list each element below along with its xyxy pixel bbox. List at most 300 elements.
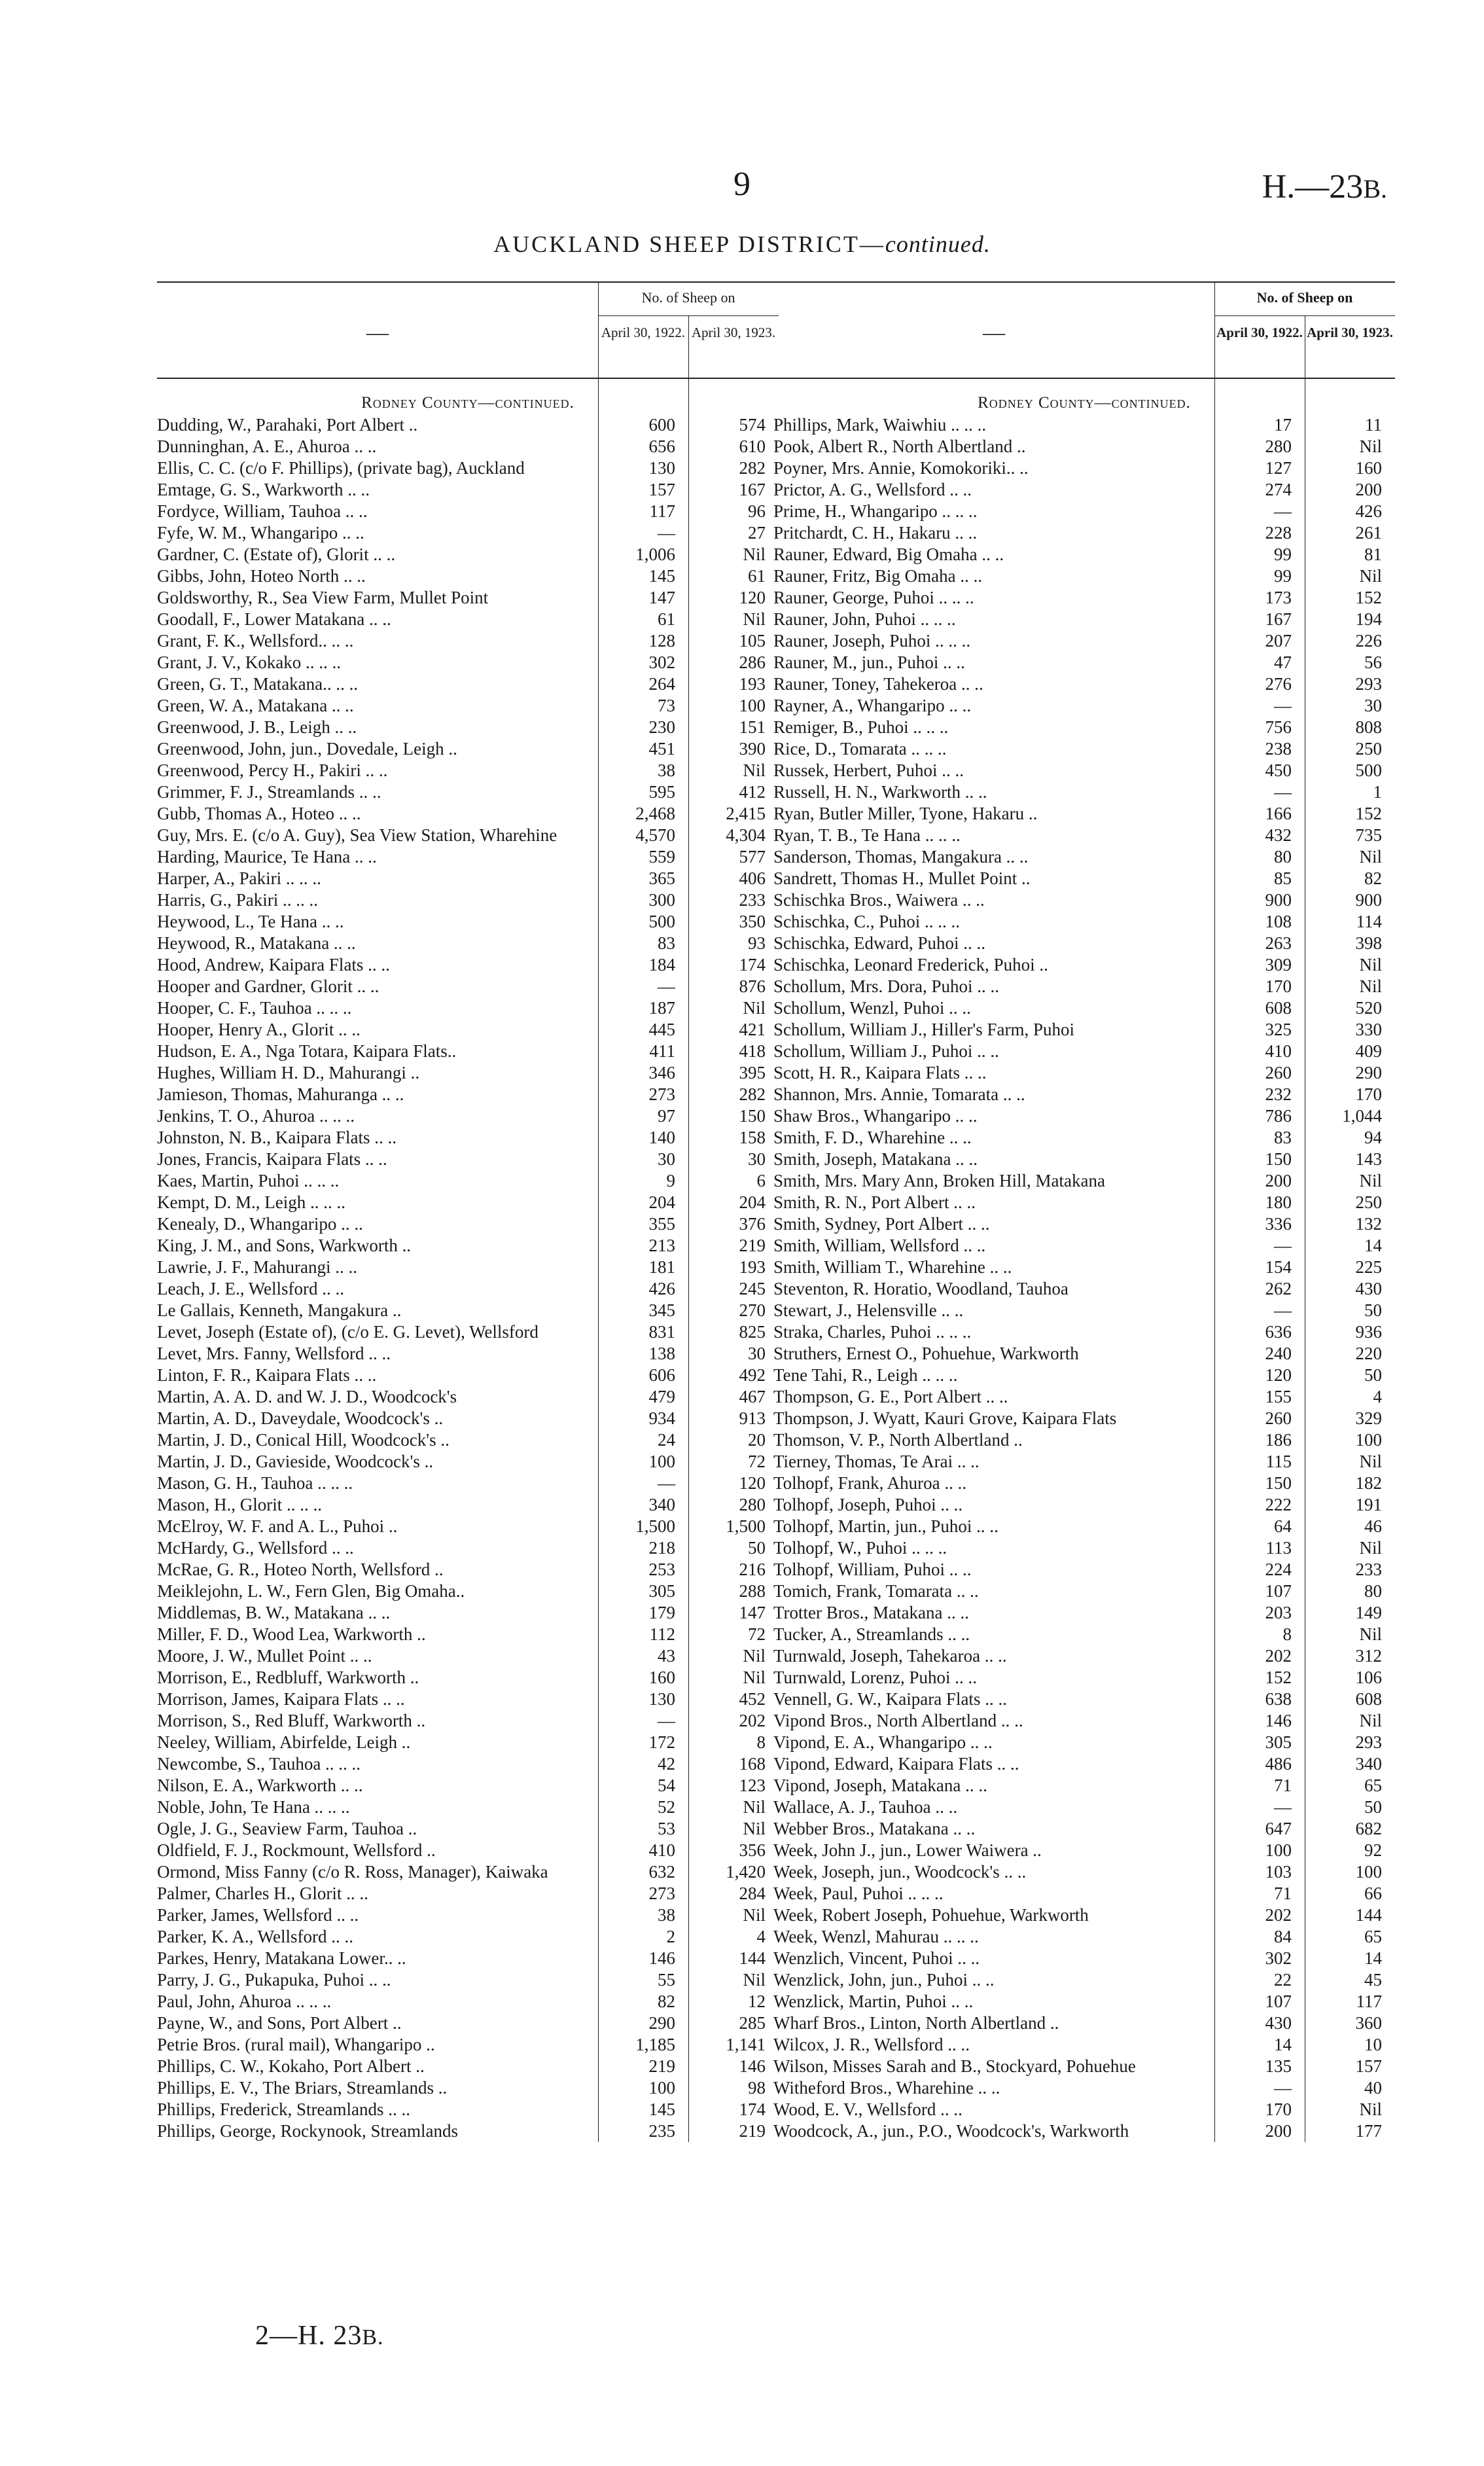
holder-name [773, 1516, 1214, 1537]
table-row [157, 1537, 779, 1559]
sheep-1922: 22 [1274, 1970, 1292, 1990]
sheep-1923: 94 [1364, 1128, 1382, 1147]
table-row [157, 652, 779, 673]
holder-name-text: Grant, J. V., Kokako .. .. .. [157, 652, 341, 672]
table-row [773, 1948, 1395, 1969]
holder-name-text: Middlemas, B. W., Matakana .. .. [157, 1603, 391, 1622]
sheep-1923: 152 [1355, 588, 1382, 607]
sheep-1923: 233 [1355, 1560, 1382, 1579]
holder-name [773, 1213, 1214, 1235]
sheep-1922: 38 [658, 760, 675, 780]
holder-name [773, 1645, 1214, 1667]
sheep-1922: 8 [1282, 1624, 1292, 1644]
sheep-1923: 30 [1364, 696, 1382, 715]
table-row [157, 1473, 779, 1494]
holder-name-text: Schischka, C., Puhoi .. .. .. [773, 912, 961, 931]
sheep-1923: 574 [739, 415, 766, 435]
sheep-1922: 500 [648, 912, 675, 931]
holder-name-text: Hooper and Gardner, Glorit .. .. [157, 976, 380, 996]
holder-name-text: Tolhopf, Joseph, Puhoi .. .. [773, 1495, 963, 1514]
table-row [157, 1127, 779, 1149]
holder-name [773, 1926, 1214, 1948]
table-row [773, 673, 1395, 695]
sheep-1923: Nil [743, 1819, 766, 1838]
holder-name-text: Thomson, V. P., North Albertland .. [773, 1430, 1023, 1450]
table-row [773, 803, 1395, 825]
table-row [773, 1969, 1395, 1991]
holder-name [773, 1969, 1214, 1991]
sheep-1923: 93 [748, 933, 766, 953]
holder-name [157, 1948, 598, 1969]
sheep-1923: 2,415 [726, 804, 766, 823]
holder-name [773, 1235, 1214, 1257]
sheep-1923: 330 [1355, 1020, 1382, 1039]
no-of-sheep-header: No. of Sheep on [1256, 289, 1353, 306]
holder-name [157, 695, 598, 717]
holder-name-text: Trotter Bros., Matakana .. .. [773, 1603, 969, 1622]
sheep-1922: 146 [1265, 1711, 1292, 1730]
sheep-1923: 10 [1364, 2035, 1382, 2054]
table-row [773, 1516, 1395, 1537]
holder-name [773, 695, 1214, 717]
sheep-1923: 61 [748, 566, 766, 586]
holder-name [157, 911, 598, 933]
sheep-1923: 45 [1364, 1970, 1382, 1990]
sheep-1922: 83 [1274, 1128, 1292, 1147]
table-row [157, 1883, 779, 1904]
sheep-1923: 82 [1364, 868, 1382, 888]
sheep-1922: 202 [1265, 1905, 1292, 1925]
holder-name [157, 1213, 598, 1235]
sheep-1922: 146 [648, 1948, 675, 1968]
holder-name-text: Green, W. A., Matakana .. .. [157, 696, 354, 715]
sheep-1922: 636 [1265, 1322, 1292, 1342]
holder-name [773, 781, 1214, 803]
holder-name [773, 954, 1214, 976]
holder-name-text: Webber Bros., Matakana .. .. [773, 1819, 976, 1838]
holder-name [157, 760, 598, 781]
holder-name [157, 1537, 598, 1559]
table-row [773, 414, 1395, 436]
holder-name-text: Oldfield, F. J., Rockmount, Wellsford .. [157, 1840, 436, 1860]
table-row [157, 1559, 779, 1581]
holder-name [773, 436, 1214, 457]
sheep-1922: 1,185 [635, 2035, 675, 2054]
sheep-1922: 73 [658, 696, 675, 715]
sheep-1923: 900 [1355, 890, 1382, 910]
holder-name [773, 717, 1214, 738]
holder-name [157, 1710, 598, 1732]
document-code-main: H.—23 [1262, 168, 1364, 206]
table-row [773, 1321, 1395, 1343]
holder-name [773, 1451, 1214, 1473]
sheep-1923: 160 [1355, 458, 1382, 478]
holder-name-text: Ormond, Miss Fanny (c/o R. Ross, Manager), Kaiwaka [157, 1862, 548, 1882]
table-row [773, 1645, 1395, 1667]
holder-name-text: Straka, Charles, Puhoi .. .. .. [773, 1322, 972, 1342]
holder-name-text: Wilcox, J. R., Wellsford .. .. [773, 2035, 970, 2054]
sheep-1922: 47 [1274, 652, 1292, 672]
table-row [157, 1019, 779, 1041]
sheep-1923: 610 [739, 437, 766, 456]
sheep-1922: 235 [648, 2121, 675, 2141]
sheep-1923: Nil [1359, 955, 1382, 974]
sheep-1923: 250 [1355, 1192, 1382, 1212]
sheep-1922: 100 [1265, 1840, 1292, 1860]
sheep-1923: 1,420 [726, 1862, 766, 1882]
table-row [773, 781, 1395, 803]
holder-name-text: Week, Robert Joseph, Pohuehue, Warkworth [773, 1905, 1089, 1925]
table-row [157, 587, 779, 609]
sheep-1923: 100 [1355, 1430, 1382, 1450]
holder-name [157, 825, 598, 846]
table-row [157, 2099, 779, 2120]
holder-name-text: Smith, R. N., Port Albert .. .. [773, 1192, 976, 1212]
table-row [157, 1991, 779, 2012]
sheep-1922: 150 [1265, 1149, 1292, 1169]
holder-name [157, 1257, 598, 1278]
sheep-1923: 492 [739, 1365, 766, 1385]
table-row [157, 695, 779, 717]
sheep-1922: 600 [648, 415, 675, 435]
table-row [773, 2120, 1395, 2142]
table-row [773, 1494, 1395, 1516]
sheep-1922: — [658, 523, 675, 543]
table-row [773, 2034, 1395, 2056]
table-rows [773, 414, 1395, 2142]
table-row [157, 1710, 779, 1732]
holder-name-text: Poyner, Mrs. Annie, Komokoriki.. .. [773, 458, 1029, 478]
table-row [157, 1581, 779, 1602]
sheep-1922: 42 [658, 1754, 675, 1774]
table-rows [157, 414, 779, 2142]
sheep-1923: 340 [1355, 1754, 1382, 1774]
holder-name [157, 1408, 598, 1429]
holder-name [773, 1473, 1214, 1494]
county-heading: Rodney County—continued. [361, 394, 574, 412]
holder-name-text: McElroy, W. F. and A. L., Puhoi .. [157, 1516, 398, 1536]
holder-name-text: Woodcock, A., jun., P.O., Woodcock's, Warkworth [773, 2121, 1129, 2141]
holder-name-text: Tene Tahi, R., Leigh .. .. .. [773, 1365, 958, 1385]
april-1923-header: April 30, 1923. [1307, 325, 1393, 340]
sheep-1923: 174 [739, 955, 766, 974]
table-row [773, 1667, 1395, 1689]
holder-name-text: King, J. M., and Sons, Warkworth .. [157, 1236, 412, 1255]
holder-name [773, 1105, 1214, 1127]
sheep-1923: 395 [739, 1063, 766, 1082]
holder-name [773, 1192, 1214, 1213]
sheep-1923: 936 [1355, 1322, 1382, 1342]
sheep-1922: 355 [648, 1214, 675, 1234]
footer-code-suffix: B. [362, 2325, 384, 2350]
holder-name-text: Russell, H. N., Warkworth .. .. [773, 782, 987, 802]
sheep-1923: 66 [1364, 1884, 1382, 1903]
sheep-1922: 54 [658, 1776, 675, 1795]
holder-name-text: Morrison, James, Kaipara Flats .. .. [157, 1689, 405, 1709]
holder-name-text: Martin, A. D., Daveydale, Woodcock's .. [157, 1408, 444, 1428]
holder-name-text: Parker, K. A., Wellsford .. .. [157, 1927, 353, 1946]
holder-name [157, 2056, 598, 2077]
document-code-suffix: B. [1363, 174, 1387, 204]
holder-name-text: Palmer, Charles H., Glorit .. .. [157, 1884, 368, 1903]
holder-name-text: Struthers, Ernest O., Pohuehue, Warkworth [773, 1344, 1079, 1363]
holder-name-text: Gibbs, John, Hoteo North .. .. [157, 566, 366, 586]
holder-name [773, 1537, 1214, 1559]
holder-name [157, 1343, 598, 1365]
sheep-1923: 290 [1355, 1063, 1382, 1082]
holder-name-text: Prictor, A. G., Wellsford .. .. [773, 480, 972, 499]
sheep-1922: 260 [1265, 1063, 1292, 1082]
sheep-1923: 46 [1364, 1516, 1382, 1536]
table-row [157, 1386, 779, 1408]
holder-name [773, 1602, 1214, 1624]
holder-name [773, 1127, 1214, 1149]
sheep-1923: 1,044 [1342, 1106, 1382, 1126]
sheep-1923: 117 [1356, 1992, 1382, 2011]
holder-name-text: Rauner, Joseph, Puhoi .. .. .. [773, 631, 971, 651]
table-row [773, 2099, 1395, 2120]
table-row [773, 630, 1395, 652]
holder-name-text: Greenwood, Percy H., Pakiri .. .. [157, 760, 388, 780]
sheep-1922: 273 [648, 1884, 675, 1903]
sheep-1922: 138 [648, 1344, 675, 1363]
sheep-1922: 486 [1265, 1754, 1292, 1774]
holder-name [157, 652, 598, 673]
sheep-1922: 451 [648, 739, 675, 759]
table-row [157, 1667, 779, 1689]
holder-name-text: Heywood, L., Te Hana .. .. [157, 912, 344, 931]
sheep-1923: 14 [1364, 1236, 1382, 1255]
table-row [157, 1105, 779, 1127]
holder-name-text: Schollum, William J., Puhoi .. .. [773, 1041, 999, 1061]
table-row [773, 976, 1395, 997]
holder-name-text: Turnwald, Joseph, Tahekaroa .. .. [773, 1646, 1007, 1666]
sheep-1923: 226 [1355, 631, 1382, 651]
table-row [773, 479, 1395, 501]
sheep-1922: — [1274, 2078, 1292, 2098]
table-row [773, 2012, 1395, 2034]
holder-name-text: Rauner, Edward, Big Omaha .. .. [773, 545, 1004, 564]
holder-name [773, 2012, 1214, 2034]
sheep-1923: 4 [1373, 1387, 1382, 1406]
sheep-1923: 96 [748, 501, 766, 521]
sheep-1923: Nil [1359, 1624, 1382, 1644]
holder-name [157, 2077, 598, 2099]
table-row [157, 1192, 779, 1213]
holder-name [157, 738, 598, 760]
footer-code-main: 2—H. 23 [255, 2321, 362, 2351]
sheep-1923: 174 [739, 2100, 766, 2119]
holder-name-text: Vennell, G. W., Kaipara Flats .. .. [773, 1689, 1007, 1709]
holder-name-text: Scott, H. R., Kaipara Flats .. .. [773, 1063, 987, 1082]
sheep-1923: 467 [739, 1387, 766, 1406]
holder-name [157, 1624, 598, 1645]
sheep-1922: 207 [1265, 631, 1292, 651]
table-header [157, 281, 779, 379]
holder-name [773, 501, 1214, 522]
holder-name [773, 1429, 1214, 1451]
holder-name-text: Rauner, Toney, Tahekeroa .. .. [773, 674, 983, 694]
sheep-1922: 166 [1265, 804, 1292, 823]
table-row [773, 544, 1395, 565]
sheep-1922: 228 [1265, 523, 1292, 543]
holder-name-text: Hood, Andrew, Kaipara Flats .. .. [157, 955, 390, 974]
table-row [773, 825, 1395, 846]
holder-name-text: Schollum, Wenzl, Puhoi .. .. [773, 998, 971, 1018]
sheep-1923: 200 [1355, 480, 1382, 499]
holder-name [157, 630, 598, 652]
sheep-1922: 135 [1265, 2056, 1292, 2076]
table-row [773, 1105, 1395, 1127]
holder-name [157, 976, 598, 997]
holder-name-text: Tucker, A., Streamlands .. .. [773, 1624, 970, 1644]
holder-name-text: Turnwald, Lorenz, Puhoi .. .. [773, 1668, 977, 1687]
holder-name-text: Kaes, Martin, Puhoi .. .. .. [157, 1171, 340, 1190]
holder-name-text: Jamieson, Thomas, Mahuranga .. .. [157, 1084, 404, 1104]
sheep-1922: 120 [1265, 1365, 1292, 1385]
table-row [157, 1840, 779, 1861]
sheep-1922: 432 [1265, 825, 1292, 845]
holder-name-text: Schischka Bros., Waiwera .. .. [773, 890, 985, 910]
holder-name-text: Russek, Herbert, Puhoi .. .. [773, 760, 964, 780]
sheep-1922: 2,468 [635, 804, 675, 823]
county-heading: Rodney County—continued. [978, 394, 1191, 412]
table-row [773, 1818, 1395, 1840]
sheep-1923: 50 [1364, 1300, 1382, 1320]
holder-name [157, 2034, 598, 2056]
table-row [157, 1969, 779, 1991]
holder-name-text: Moore, J. W., Mullet Point .. .. [157, 1646, 372, 1666]
district-title-main: AUCKLAND SHEEP DISTRICT— [493, 231, 885, 257]
table-row [157, 1602, 779, 1624]
holder-name [773, 976, 1214, 997]
table-row [773, 652, 1395, 673]
table-row [157, 457, 779, 479]
sheep-1922: 179 [648, 1603, 675, 1622]
table-row [773, 1386, 1395, 1408]
sheep-1922: 43 [658, 1646, 675, 1666]
table-row [773, 954, 1395, 976]
sheep-1923: 150 [739, 1106, 766, 1126]
table-row [773, 1213, 1395, 1235]
holder-name [773, 933, 1214, 954]
sheep-1923: 426 [1355, 501, 1382, 521]
holder-name-text: Smith, William T., Wharehine .. .. [773, 1257, 1012, 1277]
sheep-1923: 808 [1355, 717, 1382, 737]
holder-name [157, 587, 598, 609]
sheep-1922: 53 [658, 1819, 675, 1838]
holder-name-text: Wallace, A. J., Tauhoa .. .. [773, 1797, 958, 1817]
holder-name-text: Phillips, E. V., The Briars, Streamlands .. [157, 2078, 448, 2098]
sheep-1923: Nil [743, 1646, 766, 1666]
holder-name [773, 1321, 1214, 1343]
holder-name-text: Schollum, Mrs. Dora, Puhoi .. .. [773, 976, 1000, 996]
holder-name [773, 2099, 1214, 2120]
holder-name [773, 1278, 1214, 1300]
holder-name [773, 1948, 1214, 1969]
table-row [157, 781, 779, 803]
sheep-1922: 638 [1265, 1689, 1292, 1709]
holder-name [773, 2056, 1214, 2077]
holder-name-text: Noble, John, Te Hana .. .. .. [157, 1797, 350, 1817]
table-row [773, 1343, 1395, 1365]
table-row [773, 1602, 1395, 1624]
sheep-1923: 329 [1355, 1408, 1382, 1428]
sheep-1922: 218 [648, 1538, 675, 1558]
holder-name [157, 1991, 598, 2012]
sheep-1923: 412 [739, 782, 766, 802]
sheep-1922: 786 [1265, 1106, 1292, 1126]
sheep-1923: 398 [1355, 933, 1382, 953]
table-row [773, 1624, 1395, 1645]
sheep-1922: 656 [648, 437, 675, 456]
table-row [157, 501, 779, 522]
holder-name [773, 457, 1214, 479]
sheep-1923: 50 [1364, 1797, 1382, 1817]
holder-name-text: Wharf Bros., Linton, North Albertland .. [773, 2013, 1059, 2033]
table-row [157, 1624, 779, 1645]
sheep-1923: Nil [1359, 1538, 1382, 1558]
table-row [157, 522, 779, 544]
holder-name [157, 1235, 598, 1257]
holder-name [773, 565, 1214, 587]
sheep-1922: 309 [1265, 955, 1292, 974]
holder-name-text: Martin, J. D., Conical Hill, Woodcock's .. [157, 1430, 450, 1450]
holder-name [157, 1429, 598, 1451]
sheep-1922: 170 [1265, 2100, 1292, 2119]
sheep-1922: 1,006 [635, 545, 675, 564]
holder-name-text: Morrison, S., Red Bluff, Warkworth .. [157, 1711, 426, 1730]
table-row [773, 1019, 1395, 1041]
right-column [773, 281, 1395, 2142]
holder-name-text: Johnston, N. B., Kaipara Flats .. .. [157, 1128, 397, 1147]
table-row [773, 933, 1395, 954]
holder-name-text: Schischka, Leonard Frederick, Puhoi .. [773, 955, 1048, 974]
holder-name [157, 781, 598, 803]
holder-name-text: Remiger, B., Puhoi .. .. .. [773, 717, 949, 737]
holder-name-text: Thompson, J. Wyatt, Kauri Grove, Kaipara Flats [773, 1408, 1117, 1428]
holder-name-text: Pritchardt, C. H., Hakaru .. .. [773, 523, 978, 543]
holder-name [157, 997, 598, 1019]
holder-name-text: Smith, Sydney, Port Albert .. .. [773, 1214, 990, 1234]
holder-name-text: Rayner, A., Whangaripo .. .. [773, 696, 972, 715]
sheep-1923: 132 [1355, 1214, 1382, 1234]
sheep-1922: 213 [648, 1236, 675, 1255]
holder-name-text: Gardner, C. (Estate of), Glorit .. .. [157, 545, 396, 564]
holder-name-text: Phillips, Mark, Waiwhiu .. .. .. [773, 415, 987, 435]
sheep-1923: 27 [748, 523, 766, 543]
table-row [157, 954, 779, 976]
holder-name-text: Grant, F. K., Wellsford.. .. .. [157, 631, 354, 651]
holder-name-text: Hudson, E. A., Nga Totara, Kaipara Flats.. [157, 1041, 457, 1061]
sheep-1923: 682 [1355, 1819, 1382, 1838]
holder-name [157, 1105, 598, 1127]
sheep-1922: 302 [648, 652, 675, 672]
sheep-1922: 180 [1265, 1192, 1292, 1212]
table-row [773, 1753, 1395, 1775]
holder-name-text: Thompson, G. E., Port Albert .. .. [773, 1387, 1008, 1406]
sheep-1923: 65 [1364, 1927, 1382, 1946]
holder-name [773, 1775, 1214, 1796]
holder-name-text: Tierney, Thomas, Te Arai .. .. [773, 1452, 980, 1471]
holder-name-text: Fyfe, W. M., Whangaripo .. .. [157, 523, 364, 543]
holder-name [773, 1365, 1214, 1386]
sheep-1922: 224 [1265, 1560, 1292, 1579]
name-column-header: — [983, 321, 1005, 345]
sheep-1923: Nil [1359, 976, 1382, 996]
sheep-1923: 284 [739, 1884, 766, 1903]
sheep-1923: 282 [739, 458, 766, 478]
